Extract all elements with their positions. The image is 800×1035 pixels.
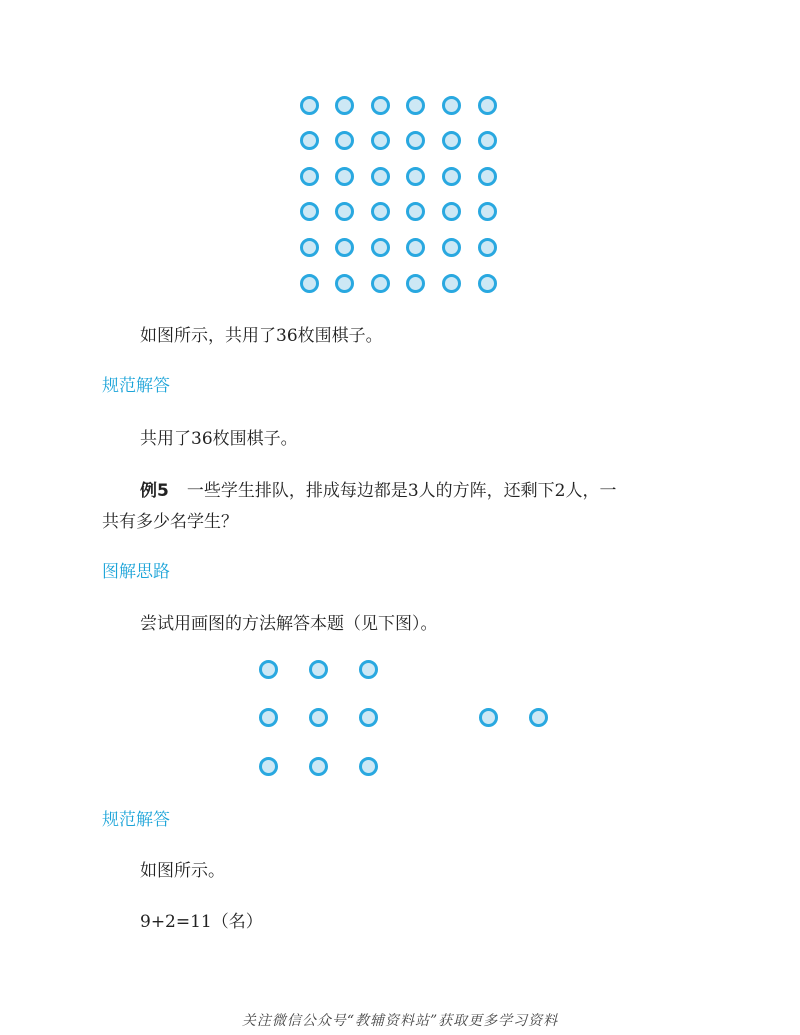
student-dot — [359, 708, 378, 727]
go-stone — [478, 96, 497, 115]
example-5-line-1 — [140, 479, 616, 503]
student-dot — [359, 757, 378, 776]
go-stone — [442, 274, 461, 293]
student-dot — [259, 708, 278, 727]
go-stone — [442, 238, 461, 257]
go-stone — [300, 167, 319, 186]
go-stone — [406, 131, 425, 150]
go-stone — [406, 274, 425, 293]
student-dot — [309, 708, 328, 727]
go-stone — [300, 274, 319, 293]
go-stone — [335, 131, 354, 150]
go-stone — [335, 167, 354, 186]
go-stone — [478, 274, 497, 293]
answer-text-2: 如图所示。 — [140, 861, 225, 881]
heading-standard-answer-2: 规范解答 — [102, 810, 170, 830]
example-question-part-1: 一些学生排队，排成每边都是3人的方阵，还剩下2人，一 — [186, 481, 617, 501]
go-stone — [478, 238, 497, 257]
student-dot — [359, 660, 378, 679]
example-5-line-2: 共有多少名学生？ — [102, 512, 238, 532]
go-stone — [478, 202, 497, 221]
example-label: 例5 — [140, 481, 169, 501]
heading-standard-answer-1: 规范解答 — [102, 376, 170, 396]
heading-diagram-thinking: 图解思路 — [102, 562, 170, 582]
student-dot — [309, 660, 328, 679]
remaining-student-dot — [529, 708, 548, 727]
remaining-student-dot — [479, 708, 498, 727]
go-stone — [442, 202, 461, 221]
go-stone — [371, 202, 390, 221]
go-stone — [478, 167, 497, 186]
student-dot — [309, 757, 328, 776]
go-stone — [406, 238, 425, 257]
go-stone — [300, 96, 319, 115]
go-stone — [442, 167, 461, 186]
go-stone — [300, 238, 319, 257]
footer-watermark: 关注微信公众号“教辅资料站”获取更多学习资料 — [241, 1013, 559, 1029]
go-stone — [371, 96, 390, 115]
go-stone — [335, 202, 354, 221]
go-stone — [371, 238, 390, 257]
go-stone — [406, 202, 425, 221]
go-stone — [442, 96, 461, 115]
go-stone — [371, 274, 390, 293]
paragraph-figure-explanation: 如图所示，共用了36枚围棋子。 — [140, 326, 383, 346]
go-stone — [335, 274, 354, 293]
answer-equation: 9+2=11（名） — [140, 912, 263, 932]
go-stone — [371, 131, 390, 150]
go-stone — [300, 202, 319, 221]
go-stone — [371, 167, 390, 186]
thinking-text: 尝试用画图的方法解答本题（见下图）。 — [140, 614, 438, 634]
go-stone — [335, 238, 354, 257]
go-stone — [406, 167, 425, 186]
go-stone — [478, 131, 497, 150]
student-dot — [259, 660, 278, 679]
go-stone — [442, 131, 461, 150]
go-stone — [406, 96, 425, 115]
go-stone — [335, 96, 354, 115]
student-dot — [259, 757, 278, 776]
go-stone — [300, 131, 319, 150]
answer-text-1: 共用了36枚围棋子。 — [140, 429, 298, 449]
